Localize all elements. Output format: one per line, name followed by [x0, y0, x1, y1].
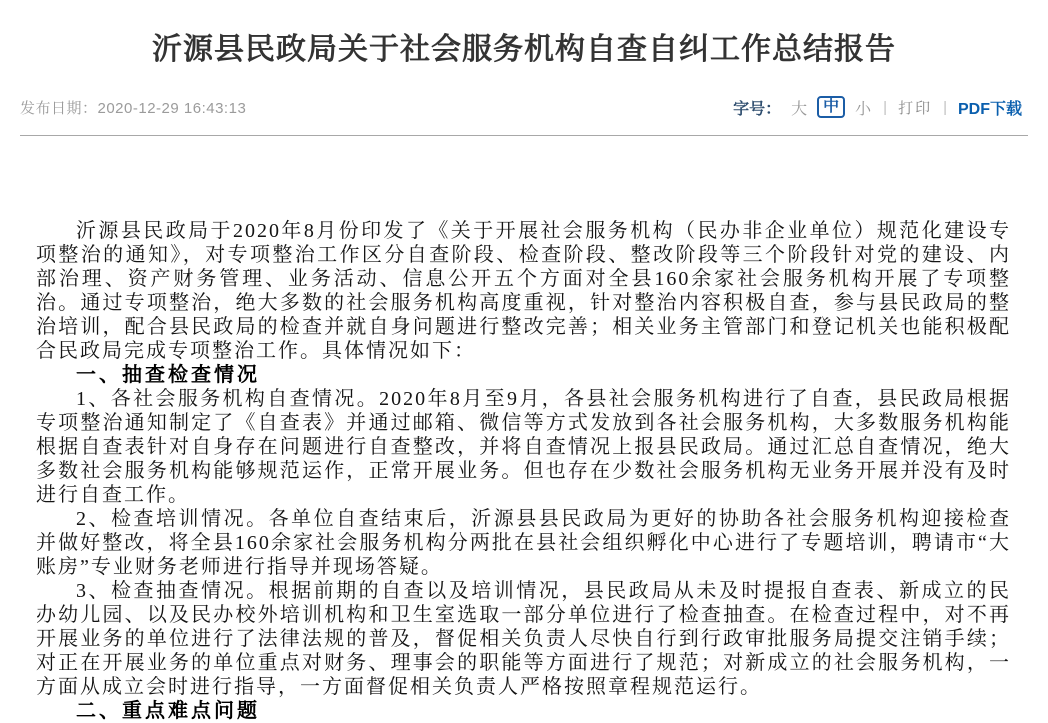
- meta-row: [20, 93, 1022, 121]
- publish-date: 发布日期：2020-12-29 16:43:13: [20, 99, 247, 117]
- fontsize-medium-button[interactable]: 中: [817, 96, 845, 118]
- article-paragraph: 1、各社会服务机构自查情况。2020年8月至9月，各县社会服务机构进行了自查，县民政局根据专项整治通知制定了《自查表》并通过邮箱、微信等方式发放到各社会服务机构，大多数服务机构能根据自查表针对自身存在问题进行自查整改，并将自查情况上报县民政局。通过汇总自查情况，绝大多数社会服务机构能够规范运作，正常开展业务。但也存在少数社会服务机构无业务开展并没有及时进行自查工作。: [36, 388, 1011, 506]
- pdf-download-link[interactable]: PDF下载: [957, 100, 1022, 118]
- toolbar: [733, 96, 1022, 119]
- article-paragraph: 3、检查抽查情况。根据前期的自查以及培训情况，县民政局从未及时提报自查表、新成立的民办幼儿园、以及民办校外培训机构和卫生室选取一部分单位进行了检查抽查。在检查过程中，对不再开展业务的单位进行了法律法规的普及，督促相关负责人尽快自行到行政审批服务局提交注销手续；对正在开展业务的单位重点对财务、理事会的职能等方面进行了规范；对新成立的社会服务机构，一方面从成立会时进行指导，一方面督促相关负责人严格按照章程规范运行。: [36, 580, 1011, 698]
- article-paragraph: 沂源县民政局于2020年8月份印发了《关于开展社会服务机构（民办非企业单位）规范化建设专项整治的通知》，对专项整治工作区分自查阶段、检查阶段、整改阶段等三个阶段针对党的建设、内部治理、资产财务管理、业务活动、信息公开五个方面对全县160余家社会服务机构开展了专项整治。通过专项整治，绝大多数的社会服务机构高度重视，针对整治内容积极自查，参与县民政局的整治培训，配合县民政局的检查并就自身问题进行整改完善；相关业务主管部门和登记机关也能积极配合民政局完成专项整治工作。具体情况如下：: [36, 220, 1011, 362]
- article-body: [36, 219, 1011, 723]
- fontsize-small-button[interactable]: 小: [855, 100, 872, 118]
- fontsize-label: 字号：: [733, 100, 782, 118]
- header-divider: [20, 135, 1028, 136]
- print-button[interactable]: 打印: [898, 99, 933, 117]
- fontsize-large-button[interactable]: 大: [791, 100, 808, 118]
- page-title: 沂源县民政局关于社会服务机构自查自纠工作总结报告: [152, 33, 896, 66]
- toolbar-separator: |: [883, 98, 888, 116]
- section-heading: 一、抽查检查情况: [76, 364, 260, 386]
- section-heading: 二、重点难点问题: [76, 700, 260, 722]
- toolbar-separator: |: [943, 98, 947, 116]
- article-paragraph: 2、检查培训情况。各单位自查结束后，沂源县县民政局为更好的协助各社会服务机构迎接检查并做好整改，将全县160余家社会服务机构分两批在县社会组织孵化中心进行了专题培训，聘请市“大账房”专业财务老师进行指导并现场答疑。: [36, 508, 1011, 578]
